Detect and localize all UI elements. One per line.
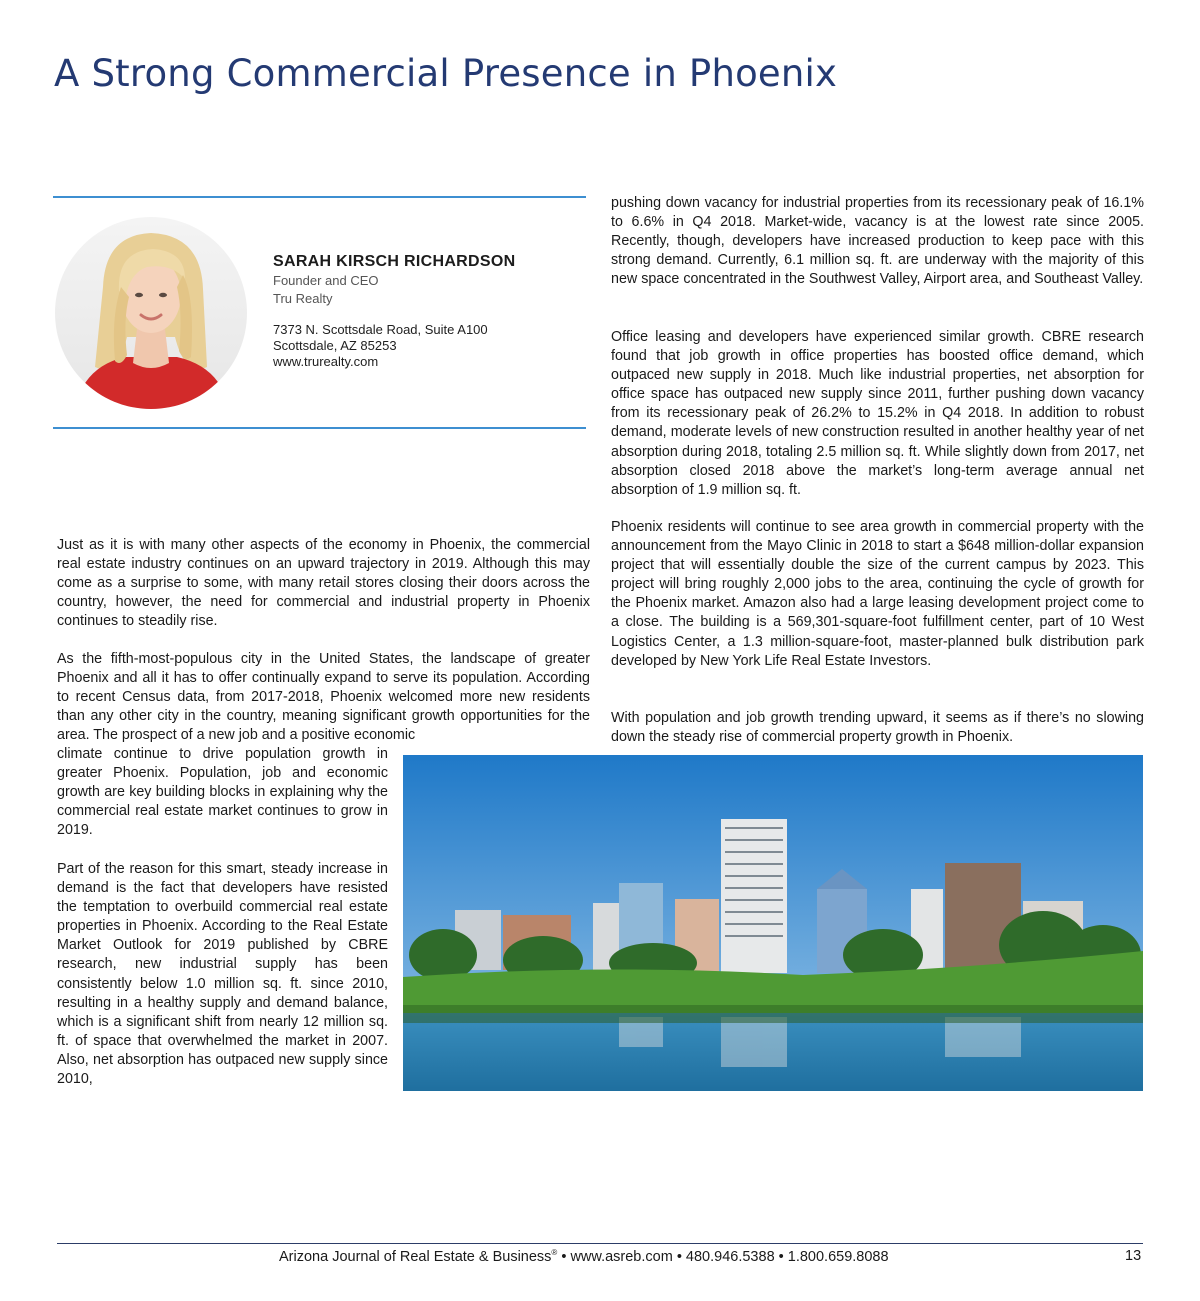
footer-contact: • www.asreb.com • 480.946.5388 • 1.800.659.8088 bbox=[557, 1248, 889, 1265]
right-paragraph-4: With population and job growth trending upward, it seems as if there’s no slowing down the steady rise of commercial property growth in Phoenix. bbox=[611, 710, 1144, 746]
footer-publication: Arizona Journal of Real Estate & Business bbox=[279, 1248, 552, 1265]
left-paragraph-3: climate continue to drive population growth in greater Phoenix. Population, job and economic growth are key building blocks in explaining why the commercial real estate market continues to grow in 2019. bbox=[57, 746, 388, 839]
page-number: 13 bbox=[1125, 1248, 1142, 1264]
author-name: SARAH KIRSCH RICHARDSON bbox=[273, 253, 516, 270]
left-paragraph-4: Part of the reason for this smart, steady increase in demand is the fact that developers have resisted the temptation to overbuild commercial real estate properties in Phoenix. According to the Real Estate Market Outlook for 2019 published by CBRE research, new industrial supply has been consistently below 1.0 million sq. ft. since 2010, resulting in a healthy supply and demand balance, which is a significant shift from nearly 12 million sq. ft. of space that overwhelmed the market in 2007. Also, net absorption has outpaced new supply since 2010, bbox=[57, 861, 388, 1088]
author-address-line1: 7373 N. Scottsdale Road, Suite A100 bbox=[273, 322, 488, 337]
right-paragraph-3: Phoenix residents will continue to see area growth in commercial property with the announcement from the Mayo Clinic in 2018 to start a $648 million-dollar expansion project that will essentially double the size of the current campus by 2023. This project will bring roughly 2,000 jobs to the area, continuing the cycle of growth for the Phoenix market. Amazon also had a large leasing development project come to a close. The building is a 569,301-square-foot fulfillment center, part of 10 West Logistics Center, a 1.3 million-square-foot, master-planned bulk distribution park developed by New York Life Real Estate Investors. bbox=[611, 519, 1144, 669]
author-address-line2: Scottsdale, AZ 85253 bbox=[273, 338, 397, 353]
left-paragraph-2: As the fifth-most-populous city in the United States, the landscape of greater Phoenix and all it has to offer continually expand to serve its population. According to recent Census data, from 2017-2018, Phoenix welcomed more new residents than any other city in the country, meaning significant growth opportunities for the area. The prospect of a new job and a positive economic bbox=[57, 651, 590, 744]
right-paragraph-2: Office leasing and developers have experienced similar growth. CBRE research found that job growth in office properties has boosted office demand, which outpaced new supply in 2018. Much like industrial properties, net absorption for office space has outpaced new supply since 2011, further pushing down vacancy from its recessionary peak of 26.2% to 15.2% in Q4 2018. In addition to robust demand, moderate levels of new construction resulted in another healthy year of net absorption during 2018, totaling 2.5 million sq. ft. While slightly down from 2017, net absorption closed 2018 above the market’s long-term average annual net absorption of 1.9 million sq. ft. bbox=[611, 329, 1144, 498]
page-title: A Strong Commercial Presence in Phoenix bbox=[54, 52, 838, 95]
author-role: Founder and CEO bbox=[273, 273, 379, 288]
right-paragraph-1: pushing down vacancy for industrial properties from its recessionary peak of 16.1% to 6.6% in Q4 2018. Market-wide, vacancy is at the lowest rate since 2005. Recently, though, developers have increased production to keep pace with this strong demand. Currently, 6.1 million sq. ft. are underway with the majority of this new space concentrated in the Southwest Valley, Airport area, and Southeast Valley. bbox=[611, 195, 1144, 288]
author-box-top-rule bbox=[53, 196, 586, 198]
author-company: Tru Realty bbox=[273, 291, 333, 306]
author-portrait bbox=[55, 217, 247, 409]
phoenix-skyline-photo bbox=[403, 755, 1143, 1091]
footer-publication-line bbox=[279, 1248, 889, 1265]
footer-registered-mark: ® bbox=[551, 1248, 558, 1257]
author-website[interactable]: www.trurealty.com bbox=[273, 354, 379, 369]
left-paragraph-1: Just as it is with many other aspects of the economy in Phoenix, the commercial real estate industry continues on an upward trajectory in 2019. Although this may come as a surprise to some, with many retail stores closing their doors across the country, however, the need for commercial and industrial property in Phoenix continues to steadily rise. bbox=[57, 537, 590, 630]
author-box-bottom-rule bbox=[53, 427, 586, 429]
footer-rule bbox=[57, 1243, 1143, 1244]
